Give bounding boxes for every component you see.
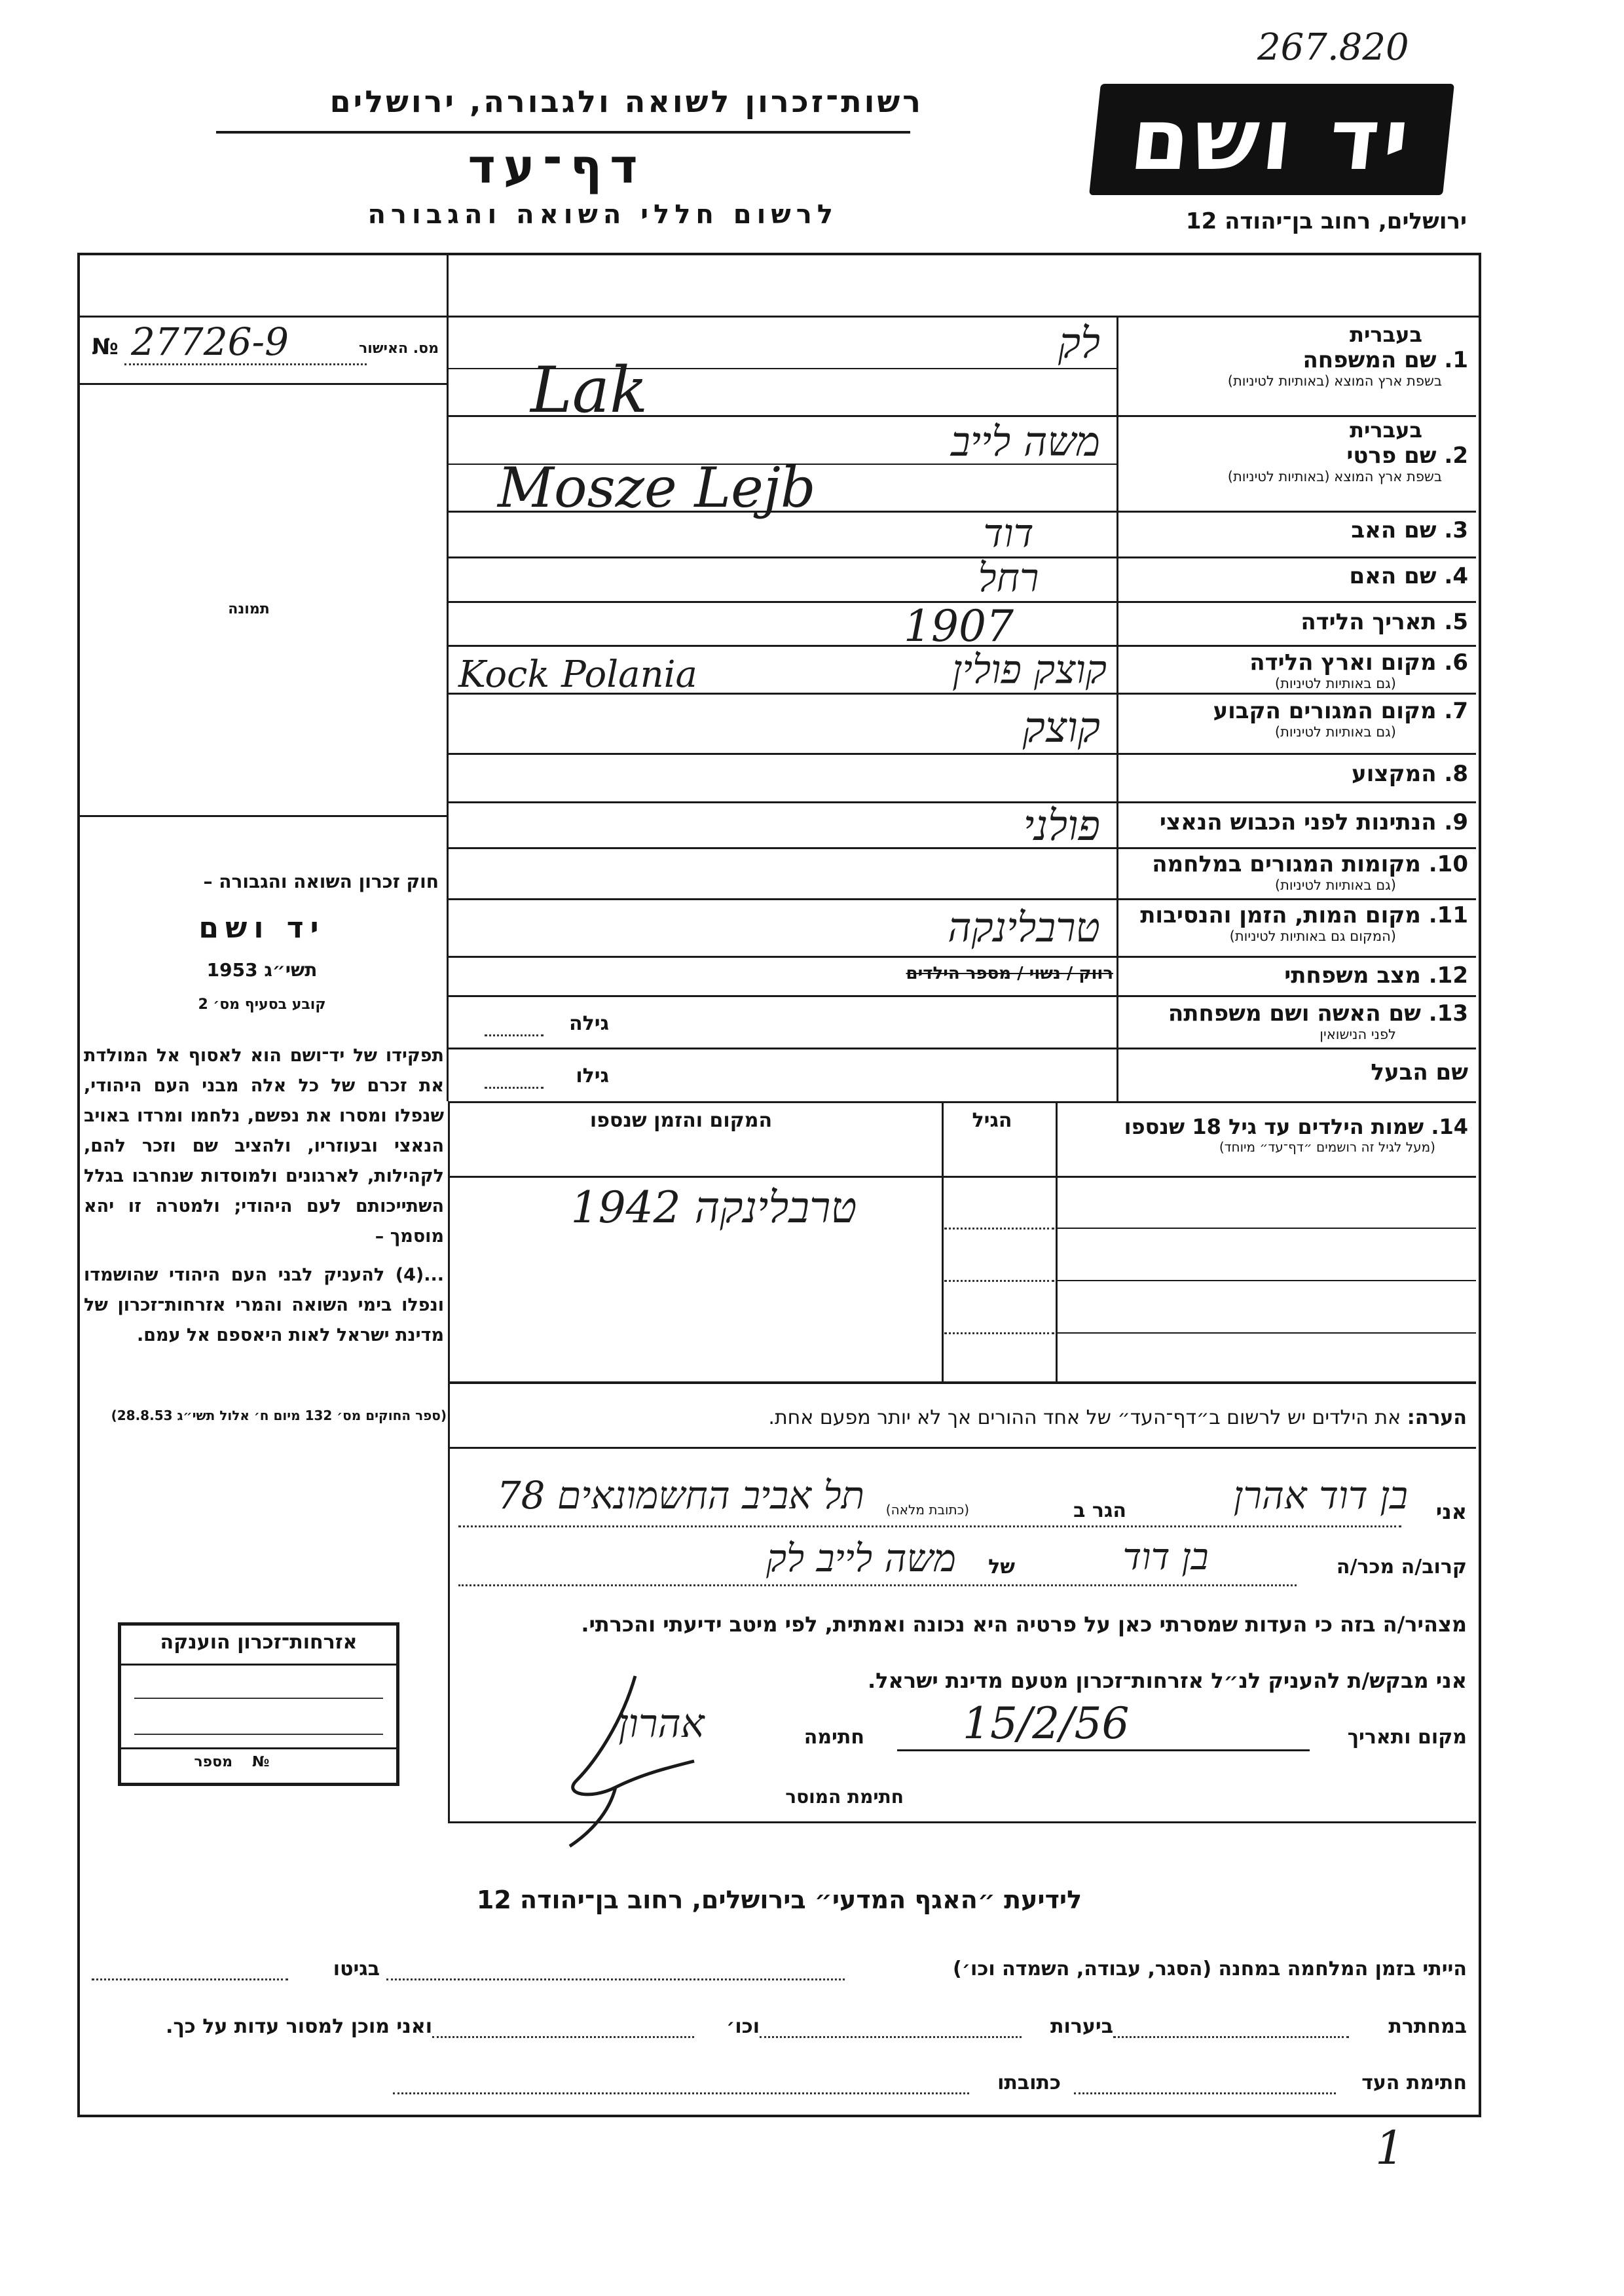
field-residence: 7. מקום המגורים הקבוע (גם באותיות לטיניות)	[1213, 698, 1468, 740]
death-place-value: טרבלינקה	[948, 903, 1100, 951]
field-birth-date: 5. תאריך הלידה	[1301, 609, 1468, 635]
number-sign: №	[92, 334, 119, 360]
declarant-i-label: אני	[1435, 1499, 1467, 1524]
field-surname: בעברית 1. שם המשפחה בשפת ארץ המוצא (באותיות לטיניות)	[1227, 322, 1468, 389]
relative-label: קרוב/ה מכר/ה	[1336, 1556, 1467, 1578]
law-name: יד ושם	[198, 911, 325, 945]
first-name-hebrew: משה לייב	[950, 418, 1100, 465]
marital-options: רווק / נשוי / מספר הילדים	[906, 964, 1113, 983]
surname-latin: Lak	[530, 354, 648, 427]
footer-camp-label: הייתי בזמן המלחמה במחנה (הסגר, עבודה, השמדה וכו׳)	[953, 1958, 1467, 1980]
footer-underground-label: במחתרת	[1388, 2015, 1467, 2038]
declarant-name: בן דוד אהרן	[1233, 1473, 1408, 1518]
mother-name-value: רחל	[978, 555, 1039, 601]
declarant-signature: אהרון	[618, 1701, 705, 1747]
field-mother-name: 4. שם האם	[1349, 563, 1468, 589]
nationality-value: פולני	[1023, 802, 1100, 850]
photo-label: תמונה	[228, 601, 270, 617]
children-header: 14. שמות הילדים עד גיל 18 שנספו (מעל לגיל זה רושמים ״דף־עד״ מיוחד)	[1124, 1114, 1468, 1155]
field-birth-place: 6. מקום וארץ הלידה (גם באותיות לטיניות)	[1249, 649, 1468, 691]
footer-address-label: כתובתו	[997, 2071, 1061, 2094]
place-date-label: מקום ותאריך	[1347, 1726, 1467, 1749]
footer-ghetto-label: בגיטו	[333, 1958, 380, 1980]
declaration-statement-1: מצהיר/ה בזה כי העדות שמסרתי כאן על פרטיה היא נכונה ואמתית, לפי מיטב ידיעתי והכרתי.	[581, 1612, 1467, 1637]
surname-hebrew: לק	[1058, 319, 1100, 368]
yad-vashem-logo: יד ושם	[1089, 84, 1454, 195]
field-wife-name: 13. שם האשה ושם משפחתה לפני הנישואין	[1168, 1000, 1468, 1042]
law-text-2: ...(4) להעניק לבני העם היהודי שהושמדו ונפלו בימי השואה והמרי אזרחות־זכרון של מדינת ישראל לאות היאספם אל עמם.	[84, 1265, 444, 1345]
father-name-value: דוד	[983, 511, 1034, 556]
field-father-name: 3. שם האב	[1351, 517, 1468, 543]
field-marital-status: 12. מצב משפחתי	[1284, 962, 1468, 989]
wife-age-label: גילה	[569, 1012, 609, 1035]
authority-title: רשות־זכרון לשואה ולגבורה, ירושלים	[329, 84, 923, 119]
law-reference: (ספר החוקים מס׳ 132 מיום ח׳ אלול תשי״ג 28.8.53)	[111, 1408, 447, 1423]
birth-date-value: 1907	[904, 601, 1014, 651]
residence-value: קוצק	[1022, 704, 1100, 752]
footer-witness-signature-label: חתימת העד	[1361, 2071, 1467, 2094]
signature-scribble	[537, 1663, 747, 1853]
declaration-statement-2: אני מבקש/ת להעניק לנ״ל אזרחות־זכרון מטעם מדינת ישראל.	[868, 1668, 1467, 1693]
children-place-header: המקום והזמן שנספו	[589, 1109, 773, 1132]
resident-label: הגר ב	[1073, 1499, 1126, 1522]
law-text-1: תפקידו של יד־ושם הוא לאסוף אל המולדת את זכרם של כל אלה מבני העם היהודי, שנפלו ומסרו את נפשם, נלחמו ומרדו באויב הנאצי ובעוזריו, ולהציב שם וזכר להם, לקהילות, לארגונים ולמוסדות שנחרבו בגלל השתייכותם לעם היהודי; ולמטרה זו יהא מוסמך –	[84, 1046, 444, 1247]
form-subtitle: לרשום חללי השואה והגבורה	[367, 200, 838, 230]
page-mark: 1	[1375, 2121, 1405, 2175]
address-note: (כתובת מלאה)	[885, 1502, 969, 1518]
of-name-value: משה לייב לק	[766, 1536, 956, 1580]
declarant-address: תל אביב החשמונאים 78	[496, 1473, 864, 1518]
address: ירושלים, רחוב בן־יהודה 12	[1185, 208, 1467, 234]
field-death-place: 11. מקום המות, הזמן והנסיבות (המקום גם באותיות לטיניות)	[1140, 902, 1468, 944]
field-nationality: 9. הנתינות לפני הכבוש הנאצי	[1159, 809, 1468, 835]
footer-forests-label: ביערות	[1050, 2015, 1113, 2038]
footer-testimony-label: ואני מוכן למסור עדות על כך.	[166, 2015, 432, 2038]
birth-place-hebrew: קוצק פולין	[952, 647, 1107, 693]
first-name-latin: Mosze Lejb	[498, 456, 816, 520]
field-wartime-residence: 10. מקומות המגורים במלחמה (גם באותיות לטיניות)	[1152, 851, 1468, 893]
approval-label: מס. האישור	[359, 340, 439, 357]
signature-label: חתימה	[803, 1726, 864, 1749]
footer-etc-label: וכו׳	[726, 2015, 760, 2038]
law-clause: קובע בסעיף מס׳ 2	[198, 996, 326, 1013]
birth-place-latin: Kock Polania	[458, 653, 697, 696]
footer-title: לידיעת ״האגף המדעי״ בירושלים, רחוב בן־יהודה 12	[476, 1886, 1082, 1914]
children-entry: טרבלינקה 1942	[570, 1182, 857, 1233]
approval-number: 27726-9	[131, 319, 289, 364]
of-label: של	[988, 1556, 1015, 1578]
archive-number: 267.820	[1257, 26, 1409, 69]
husband-age-label: גילו	[576, 1065, 609, 1087]
field-profession: 8. המקצוע	[1352, 761, 1468, 787]
note: הערה: את הילדים יש לרשום ב״דף־העד״ של אחד ההורים אך לא יותר מפעם אחת.	[768, 1406, 1467, 1429]
collector-label: חתימת המוסר	[785, 1786, 904, 1808]
field-husband-name: שם הבעל	[1371, 1059, 1468, 1085]
relation-value: בן דוד	[1122, 1536, 1209, 1578]
field-first-name: בעברית 2. שם פרטי בשפת ארץ המוצא (באותיות לטיניות)	[1227, 418, 1468, 484]
law-title: חוק זכרון השואה והגבורה –	[203, 871, 439, 892]
law-year: תשי״ג 1953	[206, 959, 318, 981]
declaration-date: 15/2/56	[963, 1698, 1130, 1749]
citizenship-stamp: אזרחות־זכרון הוענקה מספר №	[118, 1622, 399, 1786]
form-title: דף־עד	[468, 139, 646, 194]
children-age-header: הגיל	[972, 1109, 1012, 1132]
